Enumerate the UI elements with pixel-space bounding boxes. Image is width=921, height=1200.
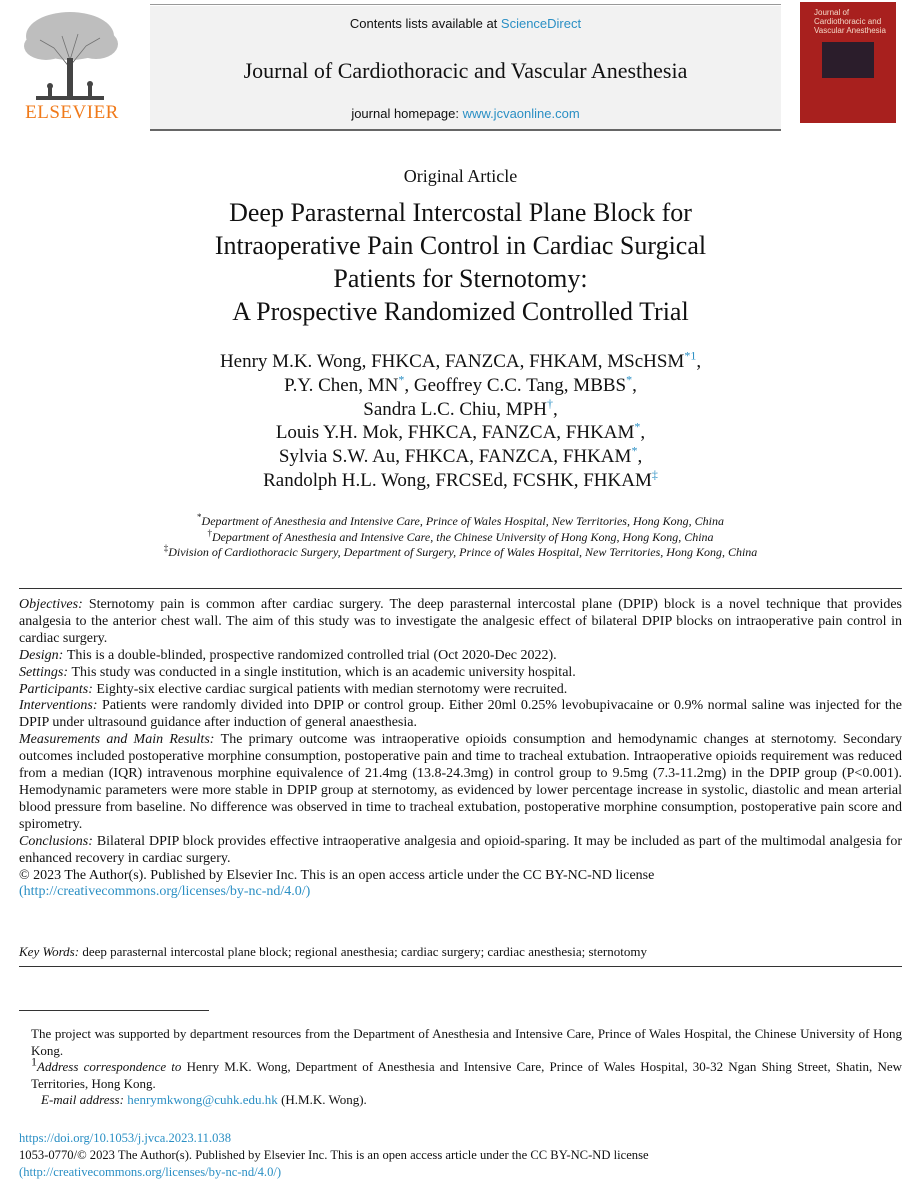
section-text: This study was conducted in a single institution, which is an academic university hospital. (71, 664, 576, 680)
section-label: Conclusions: (19, 833, 93, 849)
author-name: Sylvia S.W. Au, FHKCA, FANZCA, FHKAM (278, 446, 632, 468)
contents-prefix: Contents lists available at (349, 16, 501, 31)
journal-title: Journal of Cardiothoracic and Vascular Anesthesia (243, 58, 688, 83)
homepage-prefix: journal homepage: (351, 106, 463, 121)
section-text: Sternotomy pain is common after cardiac surgery. The deep parasternal intercostal plane (DPIP) block is a novel technique that provides analgesia to the anterior chest wall. The aim of this study was to investigate the analgesic effect of bilateral DPIP blocks on intraoperative pain control in cardiac surgery. (19, 597, 903, 646)
affiliation-mark: ‡ (163, 543, 169, 553)
author-separator: , (640, 422, 646, 444)
footnotes (19, 1026, 902, 1109)
correspondence-label: Address correspondence to (37, 1059, 182, 1075)
author-separator: , (696, 351, 702, 372)
title-line: Patients for Sternotomy: (333, 264, 588, 293)
author-name: Sandra L.C. Chiu, MPH (363, 398, 547, 420)
doi-block (19, 1130, 902, 1180)
affiliation-list (140, 514, 781, 561)
sciencedirect-link[interactable]: ScienceDirect (500, 16, 582, 31)
footnote-mark[interactable]: 1 (690, 348, 697, 363)
affiliation-mark: * (197, 512, 202, 522)
author-line (100, 374, 821, 398)
abstract-section (19, 665, 902, 682)
doi-link[interactable]: https://doi.org/10.1053/j.jvca.2023.11.038 (19, 1131, 231, 1145)
author-name: Randolph H.L. Wong, FRCSEd, FCSHK, FHKAM (263, 469, 652, 491)
affiliation (140, 545, 781, 561)
section-text: This is a double-blinded, prospective randomized controlled trial (Oct 2020-Dec 2022). (66, 647, 557, 663)
affiliation-mark[interactable]: * (398, 372, 405, 387)
banner-rule-bottom (150, 129, 781, 131)
keywords-label: Key Words: (19, 944, 80, 959)
journal-banner (150, 6, 781, 129)
banner-rule-top (150, 4, 781, 5)
abstract-section (19, 597, 902, 648)
section-label: Interventions: (19, 698, 98, 714)
abstract-section (19, 682, 902, 699)
abstract-section (19, 698, 902, 732)
section-label: Design: (19, 647, 64, 663)
section-text: The primary outcome was intraoperative opioids consumption and hemodynamic changes at sternotomy. Secondary outcomes included postoperative morphine consumption, postoperative pain and time to tracheal extubation. Intraoperative opioids requirement was reduced from a median (IQR) intravenous morphine equivalence of 21.4mg (13.8-24.3mg) in control group to 9.5mg (7.3-11.2mg) in the DPIP group (P<0.001). Hemodynamic parameters were more stable in DPIP group at sternotomy, as evidenced by lower percentage increase in systolic, diastolic and mean arterial blood pressure from baseline. No difference was observed in time to tracheal extubation, postoperative morphine consumption, postoperative pain score and spirometry. (19, 732, 902, 832)
affiliation-text: Department of Anesthesia and Intensive Care, the Chinese University of Hong Kong, Hong Kong, China (211, 529, 714, 544)
affiliation-mark[interactable]: † (546, 396, 553, 411)
author-name: Louis Y.H. Mok, FHKCA, FANZCA, FHKAM (275, 422, 635, 444)
section-text: Patients were randomly divided into DPIP or control group. Either 20ml 0.25% levobupivacaine or 0.9% normal saline was injected for the DPIP under ultrasound guidance after induction of general anaesthesia. (19, 698, 903, 731)
author-separator: , (552, 398, 558, 420)
abstract-section (19, 834, 902, 868)
section-text: Bilateral DPIP block provides effective intraoperative analgesia and opioid-sparing. It may be included as part of the multimodal analgesia for enhanced recovery in cardiac surgery. (19, 833, 903, 866)
section-label: Measurements and Main Results: (19, 732, 215, 748)
author-name: P.Y. Chen, MN (284, 374, 399, 396)
affiliation-mark[interactable]: * (626, 372, 633, 387)
title-line: A Prospective Randomized Controlled Trial (232, 297, 689, 326)
correspondence-text: Henry M.K. Wong, Department of Anesthesia and Intensive Care, Prince of Wales Hospital, 30-32 Ngan Shing Street, Shatin, New Territories, Hong Kong. (31, 1059, 903, 1091)
section-label: Participants: (19, 681, 93, 697)
author-separator: , (637, 446, 643, 468)
section-text: Eighty-six elective cardiac surgical patients with median sternotomy were recruited. (96, 681, 568, 697)
homepage-line (150, 106, 781, 121)
author-line (100, 350, 821, 374)
abstract-section (19, 732, 902, 833)
homepage-link[interactable]: www.jcvaonline.com (462, 106, 580, 121)
email-suffix: (H.M.K. Wong). (281, 1092, 367, 1108)
author-line (100, 398, 821, 422)
footnote-rule (19, 1010, 209, 1011)
keywords-text: deep parasternal intercostal plane block; regional anesthesia; cardiac surgery; cardiac anesthesia; sternotomy (82, 944, 647, 959)
email-note (19, 1092, 902, 1109)
author-line (100, 421, 821, 445)
affiliation-text: Division of Cardiothoracic Surgery, Department of Surgery, Prince of Wales Hospital, New Territories, Hong Kong, China (168, 545, 758, 559)
affiliation-mark[interactable]: * (634, 420, 641, 435)
doi-license-link[interactable]: (http://creativecommons.org/licenses/by-nc-nd/4.0/) (19, 1164, 282, 1179)
correspondence-note (19, 1054, 903, 1092)
license-link[interactable]: (http://creativecommons.org/licenses/by-nc-nd/4.0/) (19, 884, 311, 900)
tree-icon (16, 8, 124, 104)
email-label: E-mail address: (41, 1092, 124, 1108)
publisher-name: ELSEVIER (25, 102, 119, 123)
footnote-mark: 1 (31, 1054, 37, 1069)
affiliation-mark: † (207, 527, 212, 538)
section-label: Settings: (19, 664, 68, 680)
author-name: , Geoffrey C.C. Tang, MBBS (404, 374, 627, 396)
title-line: Deep Parasternal Intercostal Plane Block for (229, 198, 692, 227)
contents-line (150, 16, 781, 31)
abstract (19, 597, 902, 901)
author-list (100, 350, 821, 493)
keywords (19, 944, 902, 960)
issn-line: 1053-0770/© 2023 The Author(s). Published by Elsevier Inc. This is an open access article under the CC BY-NC-ND license (19, 1147, 649, 1162)
journal-header (0, 0, 921, 130)
cover-title: Journal of Cardiothoracic and Vascular Anesthesia (814, 8, 886, 35)
author-line (100, 469, 821, 493)
author-line (100, 445, 821, 469)
cover-image (822, 42, 874, 78)
license-statement: © 2023 The Author(s). Published by Elsevier Inc. This is an open access article under the CC BY-NC-ND license (19, 867, 655, 883)
article-type: Original Article (403, 166, 518, 186)
affiliation-mark[interactable]: ‡ (651, 467, 658, 482)
article-title (100, 196, 821, 328)
author-separator: , (632, 374, 637, 396)
title-line: Intraoperative Pain Control in Cardiac Surgical (214, 231, 707, 260)
abstract-section (19, 648, 902, 665)
abstract-rule-top (19, 588, 902, 589)
author-name: Henry M.K. Wong, FHKCA, FANZCA, FHKAM, MScHSM (219, 351, 685, 372)
email-link[interactable]: henrymkwong@cuhk.edu.hk (127, 1092, 278, 1108)
journal-cover[interactable] (800, 2, 896, 123)
section-label: Objectives: (19, 597, 83, 612)
affiliation-mark[interactable]: * (631, 443, 638, 458)
abstract-rule-bottom (19, 966, 902, 967)
funding-note: The project was supported by department resources from the Department of Anesthesia and Intensive Care, Prince of Wales Hospital, the Chinese University of Hong Kong. (31, 1026, 902, 1058)
affiliation-mark[interactable]: * (684, 348, 691, 363)
affiliation (140, 514, 781, 530)
affiliation-text: Department of Anesthesia and Intensive Care, Prince of Wales Hospital, New Territories, Hong Kong, China (201, 514, 724, 528)
affiliation (140, 527, 781, 546)
